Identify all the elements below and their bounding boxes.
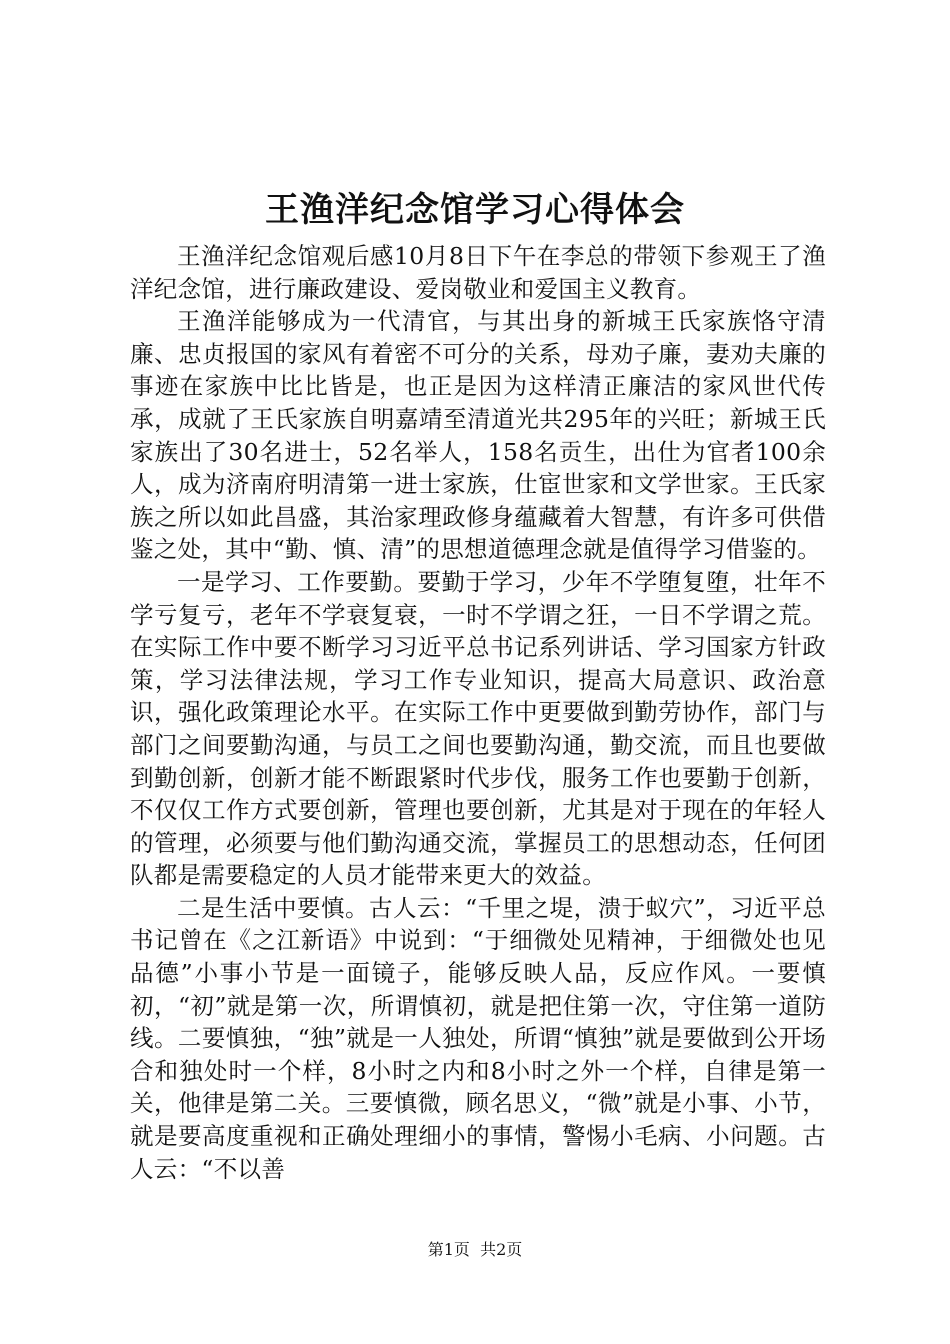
footer-spacer (470, 1240, 480, 1259)
page-number: 第1页 (427, 1240, 470, 1259)
paragraph-diligence: 一是学习、工作要勤。要勤于学习，少年不学堕复堕，壮年不学亏复亏，老年不学衰复衰，一时不学谓之狂，一日不学谓之荒。在实际工作中要不断学习习近平总书记系列讲话、学习国家方针政策，学习法律法规，学习工作专业知识，提高大局意识、政治意识，强化政策理论水平。在实际工作中更要做到勤劳协作，部门与部门之间要勤沟通，与员工之间也要勤沟通，勤交流，而且也要做到勤创新，创新才能不断跟紧时代步伐，服务工作也要勤于创新，不仅仅工作方式要创新，管理也要创新，尤其是对于现在的年轻人的管理，必须要与他们勤沟通交流，掌握员工的思想动态，任何团队都是需要稳定的人员才能带来更大的效益。 (130, 567, 826, 890)
page-total: 共2页 (480, 1240, 523, 1259)
paragraph-family-history: 王渔洋能够成为一代清官，与其出身的新城王氏家族恪守清廉、忠贞报国的家风有着密不可分的关系，母劝子廉，妻劝夫廉的事迹在家族中比比皆是，也正是因为这样清正廉洁的家风世代传承，成就了王氏家族自明嘉靖至清道光共295年的兴旺；新城王氏家族出了30名进士，52名举人，158名贡生，出仕为官者100余人，成为济南府明清第一进士家族，仕宦世家和文学世家。王氏家族之所以如此昌盛，其治家理政修身蕴藏着大智慧，有许多可供借鉴之处，其中“勤、慎、清”的思想道德理念就是值得学习借鉴的。 (130, 307, 826, 564)
page-footer (0, 1240, 950, 1260)
paragraph-intro: 王渔洋纪念馆观后感10月8日下午在李总的带领下参观王了渔洋纪念馆，进行廉政建设、爱岗敬业和爱国主义教育。 (130, 242, 826, 303)
document-body (130, 240, 826, 1185)
paragraph-caution: 二是生活中要慎。古人云：“千里之堤，溃于蚁穴”，习近平总书记曾在《之江新语》中说到：“于细微处见精神，于细微处也见品德”小事小节是一面镜子，能够反映人品，反应作风。一要慎初，“初”就是第一次，所谓慎初，就是把住第一次，守住第一道防线。二要慎独，“独”就是一人独处，所谓“慎独”就是要做到公开场合和独处时一个样，8小时之内和8小时之外一个样，自律是第一关，他律是第二关。三要慎微，顾名思义，“微”就是小事、小节，就是要高度重视和正确处理细小的事情，警惕小毛病、小问题。古人云：“不以善 (130, 893, 826, 1183)
document-title: 王渔洋纪念馆学习心得体会 (265, 190, 685, 230)
